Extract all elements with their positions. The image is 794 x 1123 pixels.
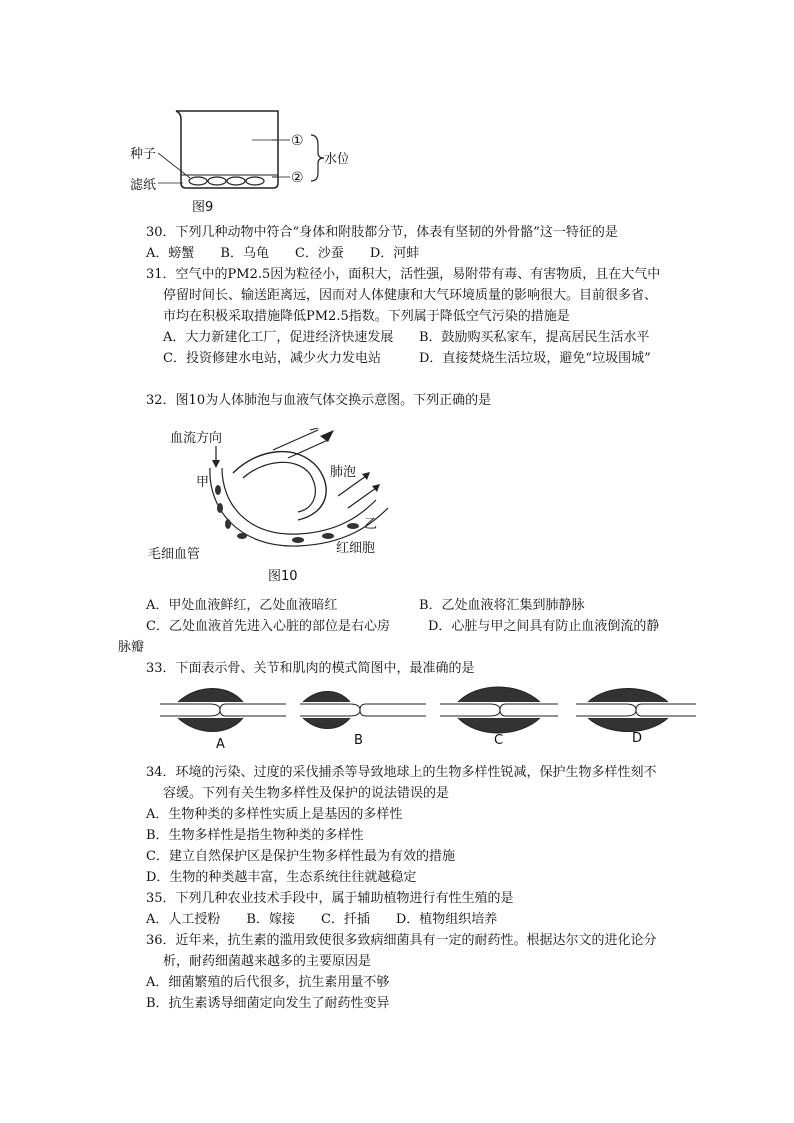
joints-diagram [158,682,698,752]
joint-label-d: D [632,731,643,746]
joint-label-a: A [216,737,225,752]
joint-c [440,687,558,733]
figure10-alveolus-label: 肺泡 [330,465,357,480]
q31-stem-2: 停留时间长、输送距离远，因而对人体健康和大气环境质量的影响很大。目前很多省、 [163,288,658,303]
q35-options: A．人工授粉 B．嫁接 C．扦插 D．植物组织培养 [146,912,498,927]
q32-option-b: B．乙处血液将汇集到肺静脉 [419,598,585,613]
joint-label-c: C [494,733,504,748]
alveolus-diagram [148,428,398,588]
q30-stem: 30．下列几种动物中符合“身体和附肢都分节，体表有坚韧的外骨骼”这一特征的是 [146,225,618,240]
figure9-caption: 图9 [192,200,214,215]
q32-option-d-2: 脉瓣 [118,640,145,655]
q35-stem: 35．下列几种农业技术手段中，属于辅助植物进行有性生殖的是 [146,891,514,906]
q34-option-c: C．建立自然保护区是保护生物多样性最为有效的措施 [146,849,455,864]
q34-option-b: B．生物多样性是指生物种类的多样性 [146,828,364,843]
q36-option-a: A．细菌繁殖的后代很多，抗生素用量不够 [146,975,390,990]
figure9-water-label: 水位 [324,152,348,167]
q34-option-d: D．生物的种类越丰富，生态系统往往就越稳定 [146,870,417,885]
q31-option-a: A．大力新建化工厂，促进经济快速发展 [163,330,394,345]
q33-stem: 33．下面表示骨、关节和肌肉的模式简图中，最准确的是 [146,661,475,676]
figure10-capillary-label: 毛细血管 [148,547,201,562]
figure9-marker-2: ② [291,170,304,186]
q31-stem-1: 31．空气中的PM2.5因为粒径小，面积大，活性强，易附带有毒、有害物质，且在大气中 [146,267,661,282]
q36-stem-1: 36．近年来，抗生素的滥用致使很多致病细菌具有一定的耐药性。根据达尔文的进化论分 [146,933,657,948]
q32-option-a: A．甲处血液鲜红，乙处血液暗红 [146,598,338,613]
q34-stem-2: 容缓。下列有关生物多样性及保护的说法错误的是 [163,786,450,801]
figure-joints [158,682,698,752]
joint-d [576,689,696,732]
q31-option-b: B．鼓励购买私家车，提高居民生活水平 [419,330,650,345]
joint-b [300,692,426,729]
seeds [189,177,264,185]
figure9-filter-label: 滤纸 [130,178,157,193]
figure10-caption: 图10 [268,569,298,584]
q31-stem-3: 市均在积极采取措施降低PM2.5指数。下列属于降低空气污染的措施是 [163,309,570,324]
figure-9 [128,105,348,220]
q31-option-c: C．投资修建水电站，减少火力发电站 [163,351,381,366]
q30-options: A．螃蟹 B．乌龟 C．沙蚕 D．河蚌 [146,246,420,261]
figure10-jia-label: 甲 [196,475,210,490]
figure10-yi-label: 乙 [364,517,378,532]
joint-a [160,689,286,732]
figure9-marker-1: ① [291,133,304,149]
figure9-seed-label: 种子 [130,147,157,162]
q34-option-a: A．生物种类的多样性实质上是基因的多样性 [146,807,403,822]
figure10-rbc-label: 红细胞 [336,541,376,556]
q32-option-d-1: D．心脏与甲之间具有防止血液倒流的静 [428,619,660,634]
q32-stem: 32．图10为人体肺泡与血液气体交换示意图。下列正确的是 [146,393,492,408]
q32-option-c: C．乙处血液首先进入心脏的部位是右心房 [146,619,390,634]
figure-10 [148,428,398,588]
figure10-flow-label: 血流方向 [170,431,223,446]
joint-label-b: B [354,733,363,748]
q36-option-b: B．抗生素诱导细菌定向发生了耐药性变异 [146,996,390,1011]
beaker-diagram [128,105,348,220]
q36-stem-2: 析，耐药细菌越来越多的主要原因是 [163,954,372,969]
q34-stem-1: 34．环境的污染、过度的采伐捕杀等导致地球上的生物多样性锐减，保护生物多样性刻不 [146,765,657,780]
q31-option-d: D．直接焚烧生活垃圾，避免“垃圾围城” [419,351,651,366]
